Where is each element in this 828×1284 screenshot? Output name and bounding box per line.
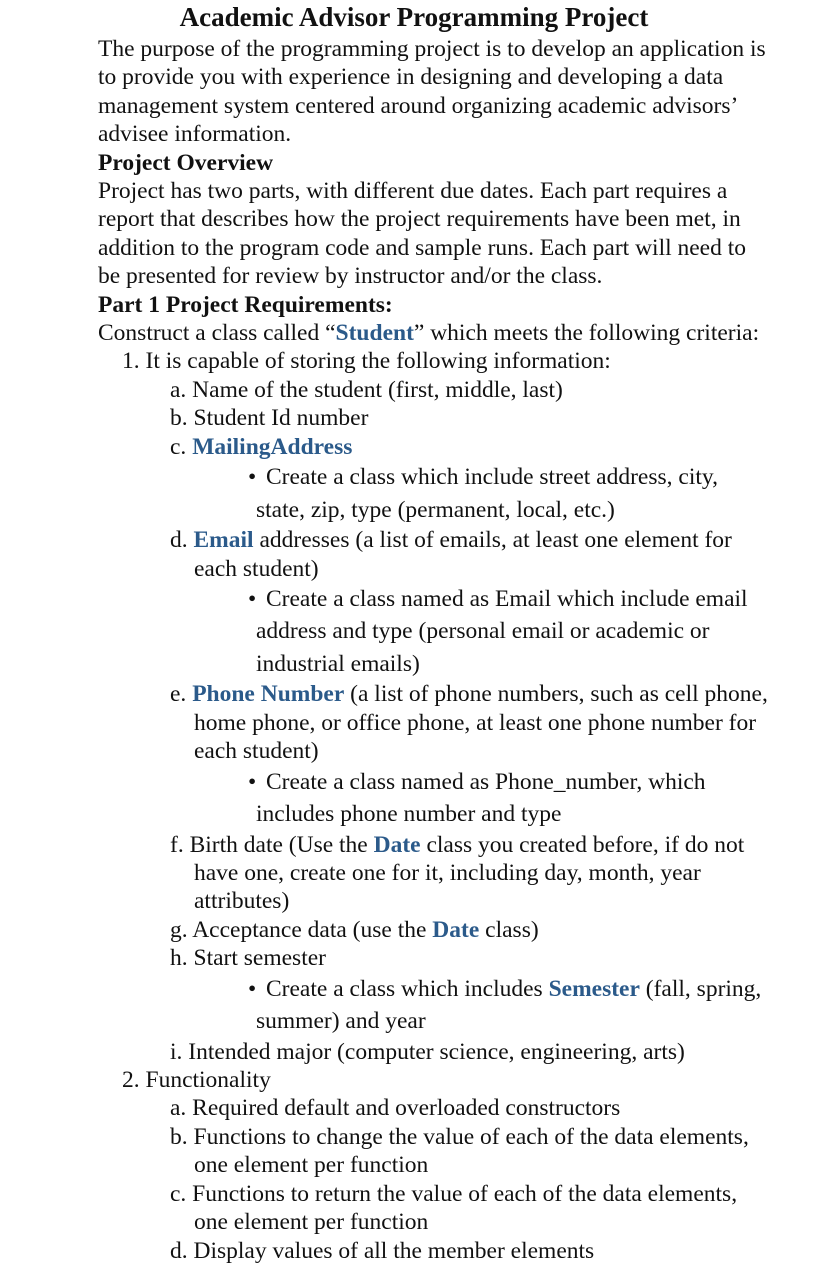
overview-heading: Project Overview [98, 149, 274, 176]
list-item-2d: d. Display values of all the member elements [170, 1237, 595, 1264]
item-prefix: e. [170, 681, 193, 708]
list-item-1f [98, 831, 768, 916]
list-item-2a: a. Required default and overloaded constructors [170, 1095, 621, 1122]
student-class-keyword: Student [335, 320, 414, 347]
construct-pre: Construct a class called “ [98, 320, 336, 347]
bullet-text: Create a class named as Phone_number, which includes phone number and type [256, 768, 706, 828]
semester-keyword: Semester [548, 975, 640, 1002]
list-item-2b: b. Functions to change the value of each of the data elements, one element per function [170, 1123, 749, 1179]
bullet-text: Create a class named as Email which include email address and type (personal email or academic or industrial emails) [256, 585, 748, 677]
item-prefix: f. Birth date (Use the [170, 831, 374, 858]
list-item-2: 2. Functionality [122, 1067, 271, 1094]
bullet-item-1c [98, 461, 768, 526]
list-item-1e [98, 680, 768, 765]
list-item-1h: h. Start semester [170, 945, 326, 972]
bullet-icon: • [248, 464, 257, 491]
email-keyword: Email [193, 527, 254, 554]
bullet-item-1h [98, 973, 768, 1038]
document-title: Academic Advisor Programming Project [179, 2, 649, 32]
list-item-1c [98, 433, 768, 461]
bullet-icon: • [248, 975, 257, 1002]
item-text: (a list of phone numbers, such as cell phone, home phone, or office phone, at least one phone number for each student) [194, 681, 768, 765]
bullet-text: (fall, spring, summer) and year [256, 975, 762, 1035]
item-prefix: d. [170, 527, 194, 554]
bullet-text: Create a class which includes [266, 975, 549, 1002]
item-text: class you created before, if do not have one, create one for it, including day, month, year attributes) [194, 831, 745, 915]
date-keyword: Date [373, 831, 421, 858]
mailing-address-keyword: MailingAddress [192, 433, 353, 460]
list-item-1d [98, 526, 768, 583]
part1-heading: Part 1 Project Requirements: [98, 291, 393, 318]
item-prefix: c. [170, 433, 193, 460]
list-item-1i: i. Intended major (computer science, engineering, arts) [170, 1038, 685, 1065]
document-body [98, 35, 768, 1265]
bullet-text: Create a class which include street address, city, state, zip, type (permanent, local, etc.) [256, 464, 718, 523]
intro-paragraph: The purpose of the programming project is to develop an application is to provide you with experience in designing and developing a data management system centered around organizing academic advisors’ advisee information. [98, 36, 766, 148]
bullet-icon: • [248, 585, 257, 612]
phone-number-keyword: Phone Number [192, 681, 345, 708]
item-text: addresses (a list of emails, at least one element for each student) [194, 527, 732, 582]
construct-post: ” which meets the following criteria: [413, 320, 760, 347]
date-keyword: Date [432, 916, 480, 943]
overview-paragraph: Project has two parts, with different due dates. Each part requires a report that describes how the project requirements have been met, in addition to the program code and sample runs. Each part will need to be presented for review by instructor and/or the class. [98, 178, 747, 290]
list-item-2c: c. Functions to return the value of each of the data elements, one element per function [170, 1180, 738, 1236]
bullet-item-1d [98, 583, 768, 681]
bullet-icon: • [248, 768, 257, 795]
item-text: class) [479, 916, 539, 943]
list-item-1b: b. Student Id number [170, 405, 369, 432]
construct-sentence [98, 319, 768, 347]
list-item-1a: a. Name of the student (first, middle, last) [170, 376, 563, 403]
list-item-1g [98, 916, 768, 944]
item-prefix: g. Acceptance data (use the [170, 916, 433, 943]
list-item-1: 1. It is capable of storing the following information: [122, 348, 611, 375]
bullet-item-1e [98, 766, 768, 831]
